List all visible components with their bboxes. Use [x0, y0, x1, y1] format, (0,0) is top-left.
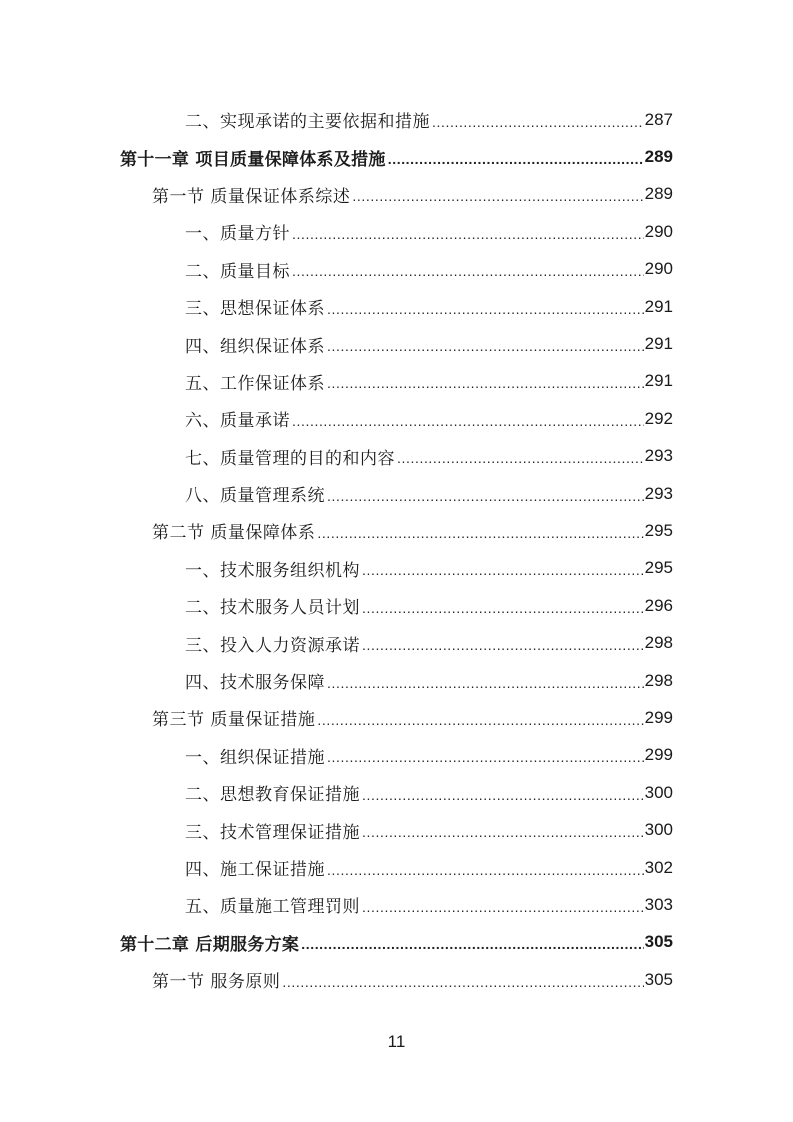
toc-entry-page: 300	[644, 820, 673, 840]
toc-entry-page: 305	[644, 932, 673, 952]
dot-leader	[327, 488, 644, 504]
toc-entry-page: 290	[644, 221, 673, 241]
dot-leader	[327, 675, 644, 691]
toc-entry[interactable]	[0, 662, 673, 699]
toc-entry-title: 八、质量管理系统	[185, 481, 327, 506]
dot-leader	[317, 712, 643, 728]
dot-leader	[292, 413, 644, 429]
toc-entry-page: 298	[644, 670, 673, 690]
toc-entry-title: 第一节 质量保证体系综述	[152, 182, 352, 207]
toc-entry[interactable]	[0, 587, 673, 624]
toc-section-entry[interactable]	[0, 699, 673, 736]
dot-leader	[292, 226, 644, 242]
toc-entry-page: 289	[644, 147, 673, 167]
toc-entry-page: 293	[644, 483, 673, 503]
toc-entry-title: 第十二章 后期服务方案	[120, 930, 301, 955]
toc-entry-title: 二、质量目标	[185, 257, 292, 282]
toc-entry[interactable]	[0, 325, 673, 362]
toc-entry-title: 五、工作保证体系	[185, 369, 327, 394]
toc-section-entry[interactable]	[0, 961, 673, 998]
dot-leader	[362, 787, 644, 803]
toc-entry-title: 六、质量承诺	[185, 406, 292, 431]
toc-entry-title: 第三节 质量保证措施	[152, 705, 317, 730]
toc-entry[interactable]	[0, 363, 673, 400]
dot-leader	[362, 562, 644, 578]
toc-entry[interactable]	[0, 811, 673, 848]
dot-leader	[432, 114, 644, 130]
toc-entry-title: 一、组织保证措施	[185, 743, 327, 768]
dot-leader	[301, 936, 643, 952]
toc-entry-title: 七、质量管理的目的和内容	[185, 444, 397, 469]
dot-leader	[327, 301, 644, 317]
dot-leader	[362, 899, 644, 915]
toc-entry[interactable]	[0, 213, 673, 250]
toc-entry[interactable]	[0, 737, 673, 774]
dot-leader	[397, 450, 644, 466]
dot-leader	[317, 525, 643, 541]
toc-chapter-entry[interactable]	[0, 924, 673, 961]
toc-entry-title: 四、组织保证体系	[185, 332, 327, 357]
dot-leader	[388, 151, 644, 167]
dot-leader	[362, 637, 644, 653]
toc-entry[interactable]	[0, 251, 673, 288]
toc-entry-page: 300	[644, 782, 673, 802]
dot-leader	[327, 338, 644, 354]
toc-entry-page: 292	[644, 408, 673, 428]
toc-entry-title: 第二节 质量保障体系	[152, 518, 317, 543]
dot-leader	[327, 862, 644, 878]
toc-entry-page: 291	[644, 296, 673, 316]
dot-leader	[327, 375, 644, 391]
toc-entry-page: 291	[644, 334, 673, 354]
toc-entry-title: 一、技术服务组织机构	[185, 556, 362, 581]
toc-entry-page: 299	[644, 707, 673, 727]
toc-entry[interactable]	[0, 550, 673, 587]
toc-entry[interactable]	[0, 849, 673, 886]
toc-entry-page: 303	[644, 894, 673, 914]
toc-entry-page: 287	[644, 109, 673, 129]
toc-entry-page: 289	[644, 184, 673, 204]
toc-entry[interactable]	[0, 438, 673, 475]
toc-section-entry[interactable]	[0, 176, 673, 213]
toc-entry-page: 302	[644, 857, 673, 877]
dot-leader	[362, 824, 644, 840]
toc-section-entry[interactable]	[0, 512, 673, 549]
toc-entry[interactable]	[0, 886, 673, 923]
toc-entry-title: 四、技术服务保障	[185, 668, 327, 693]
toc-entry-title: 三、技术管理保证措施	[185, 818, 362, 843]
toc-entry-title: 二、思想教育保证措施	[185, 780, 362, 805]
toc-entry-page: 299	[644, 745, 673, 765]
toc-entry-title: 三、投入人力资源承诺	[185, 631, 362, 656]
page-number: 11	[387, 1032, 406, 1051]
toc-entry-page: 298	[644, 633, 673, 653]
dot-leader	[327, 749, 644, 765]
toc-entry[interactable]	[0, 475, 673, 512]
toc-entry-page: 290	[644, 259, 673, 279]
toc-entry-title: 第一节 服务原则	[152, 967, 282, 992]
toc-entry-page: 305	[644, 969, 673, 989]
dot-leader	[352, 188, 643, 204]
toc-entry-title: 三、思想保证体系	[185, 294, 327, 319]
toc-entry[interactable]	[0, 288, 673, 325]
toc-entry-title: 四、施工保证措施	[185, 855, 327, 880]
toc-entry-title: 二、实现承诺的主要依据和措施	[185, 107, 432, 132]
toc-entry-title: 第十一章 项目质量保障体系及措施	[120, 145, 388, 170]
toc-entry-title: 五、质量施工管理罚则	[185, 892, 362, 917]
toc-entry-page: 295	[644, 558, 673, 578]
toc-entry[interactable]	[0, 101, 673, 138]
toc-entry-title: 一、质量方针	[185, 219, 292, 244]
toc-entry[interactable]	[0, 774, 673, 811]
dot-leader	[282, 974, 643, 990]
toc-entry-page: 295	[644, 520, 673, 540]
toc-entry[interactable]	[0, 400, 673, 437]
dot-leader	[292, 263, 644, 279]
table-of-contents	[0, 101, 793, 998]
dot-leader	[362, 600, 644, 616]
toc-chapter-entry[interactable]	[0, 138, 673, 175]
toc-entry-title: 二、技术服务人员计划	[185, 593, 362, 618]
toc-entry-page: 293	[644, 446, 673, 466]
toc-entry-page: 296	[644, 595, 673, 615]
toc-entry[interactable]	[0, 624, 673, 661]
toc-entry-page: 291	[644, 371, 673, 391]
